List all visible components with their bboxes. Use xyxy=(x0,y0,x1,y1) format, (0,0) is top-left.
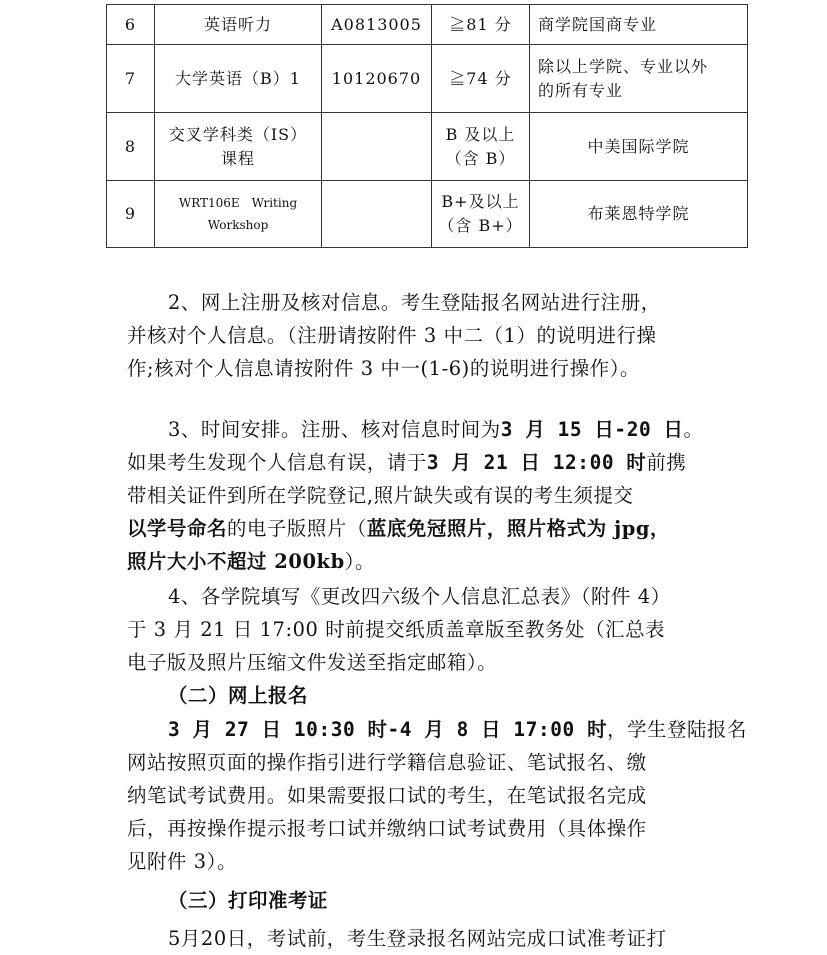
text-line: 带相关证件到所在学院登记,照片缺失或有误的考生须提交 xyxy=(127,484,634,507)
table-row xyxy=(107,181,748,248)
registration-period-highlight: 3 月 27 日 10:30 时-4 月 8 日 17:00 时 xyxy=(168,718,608,741)
photo-requirement-highlight: 蓝底免冠照片，照片格式为 jpg， xyxy=(366,517,671,540)
row-number: 6 xyxy=(107,5,155,45)
text-line xyxy=(127,545,703,578)
paragraph-registration xyxy=(127,286,703,385)
course-line-1: WRT106E Writing xyxy=(178,196,298,210)
course-name: 英语听力 xyxy=(155,5,322,45)
section-heading-print-admission: （三）打印准考证 xyxy=(168,889,328,912)
text-line: 纳笔试考试费用。如果需要报口试的考生，在笔试报名完成 xyxy=(127,784,647,807)
row-number: 7 xyxy=(107,45,155,113)
applicable-scope: 布莱恩特学院 xyxy=(530,181,748,248)
score-line-2: （含 B+） xyxy=(438,216,523,235)
text-run: 。 xyxy=(683,418,704,441)
date-range-highlight: 3 月 15 日-20 日 xyxy=(500,418,684,441)
course-code xyxy=(322,113,432,181)
course-code: A0813005 xyxy=(322,5,432,45)
required-score: ≧74 分 xyxy=(432,45,530,113)
text-line: 网站按照页面的操作指引进行学籍信息验证、笔试报名、缴 xyxy=(127,751,647,774)
course-name xyxy=(155,181,322,248)
row-number: 8 xyxy=(107,113,155,181)
applicable-scope: 中美国际学院 xyxy=(530,113,748,181)
scope-line-2: 的所有专业 xyxy=(538,80,624,100)
paragraph-schedule xyxy=(127,413,703,578)
score-line-2: （含 B） xyxy=(445,148,516,168)
text-line: 2、网上注册及核对信息。考生登陆报名网站进行注册， xyxy=(168,291,661,314)
text-run: 3、时间安排。注册、核对信息时间为 xyxy=(168,418,501,441)
text-line: 作;核对个人信息请按附件 3 中一(1-6)的说明进行操作）。 xyxy=(127,357,641,380)
text-line: 后，再按操作提示报考口试并缴纳口试考试费用（具体操作 xyxy=(127,817,647,840)
text-line: 5月20日，考试前，考生登录报名网站完成口试准考证打 xyxy=(168,927,667,950)
course-name xyxy=(155,113,322,181)
text-line: 电子版及照片压缩文件发送至指定邮箱）。 xyxy=(127,651,498,674)
required-score xyxy=(432,113,530,181)
row-number: 9 xyxy=(107,181,155,248)
text-line xyxy=(127,713,748,746)
text-line xyxy=(127,512,703,545)
deadline-highlight: 3 月 21 日 12:00 时 xyxy=(426,451,647,474)
required-score xyxy=(432,181,530,248)
course-code: 10120670 xyxy=(322,45,432,113)
scope-line-1: 除以上学院、专业以外 xyxy=(538,56,709,76)
applicable-scope xyxy=(530,45,748,113)
text-run: 前携 xyxy=(646,451,687,474)
table-row xyxy=(107,45,748,113)
course-line-2: 课程 xyxy=(220,148,255,168)
course-code xyxy=(322,181,432,248)
required-score: ≧81 分 xyxy=(432,5,530,45)
course-line-1: 交叉学科类（IS） xyxy=(168,124,308,144)
course-name: 大学英语（B）1 xyxy=(155,45,322,113)
course-line-2: Workshop xyxy=(207,218,269,232)
text-line: 并核对个人信息。（注册请按附件 3 中二（1）的说明进行操 xyxy=(127,324,657,347)
score-line-1: B 及以上 xyxy=(445,124,516,144)
photo-size-highlight: 照片大小不超过 200kb xyxy=(127,550,345,573)
paragraph-online-registration xyxy=(127,713,748,878)
score-line-1: B+及以上 xyxy=(441,192,520,211)
naming-rule-highlight: 以学号命名 xyxy=(127,517,227,540)
qualification-table xyxy=(106,4,748,248)
text-run: 如果考生发现个人信息有误，请于 xyxy=(127,451,427,474)
text-line xyxy=(127,413,703,446)
text-run: 的电子版照片（ xyxy=(226,517,367,540)
text-line: 见附件 3）。 xyxy=(127,850,237,873)
text-line xyxy=(127,446,703,479)
text-line: 于 3 月 21 日 17:00 时前提交纸质盖章版至教务处（汇总表 xyxy=(127,618,666,641)
text-line: 4、各学院填写《更改四六级个人信息汇总表》（附件 4） xyxy=(168,585,671,608)
section-heading-online-registration: （二）网上报名 xyxy=(168,684,308,707)
text-run: ，学生登陆报名 xyxy=(607,718,748,741)
applicable-scope: 商学院国商专业 xyxy=(530,5,748,45)
text-run: ）。 xyxy=(344,550,376,573)
table-row xyxy=(107,113,748,181)
paragraph-college-summary xyxy=(127,580,703,679)
paragraph-print-admission xyxy=(127,922,703,955)
table-row xyxy=(107,5,748,45)
